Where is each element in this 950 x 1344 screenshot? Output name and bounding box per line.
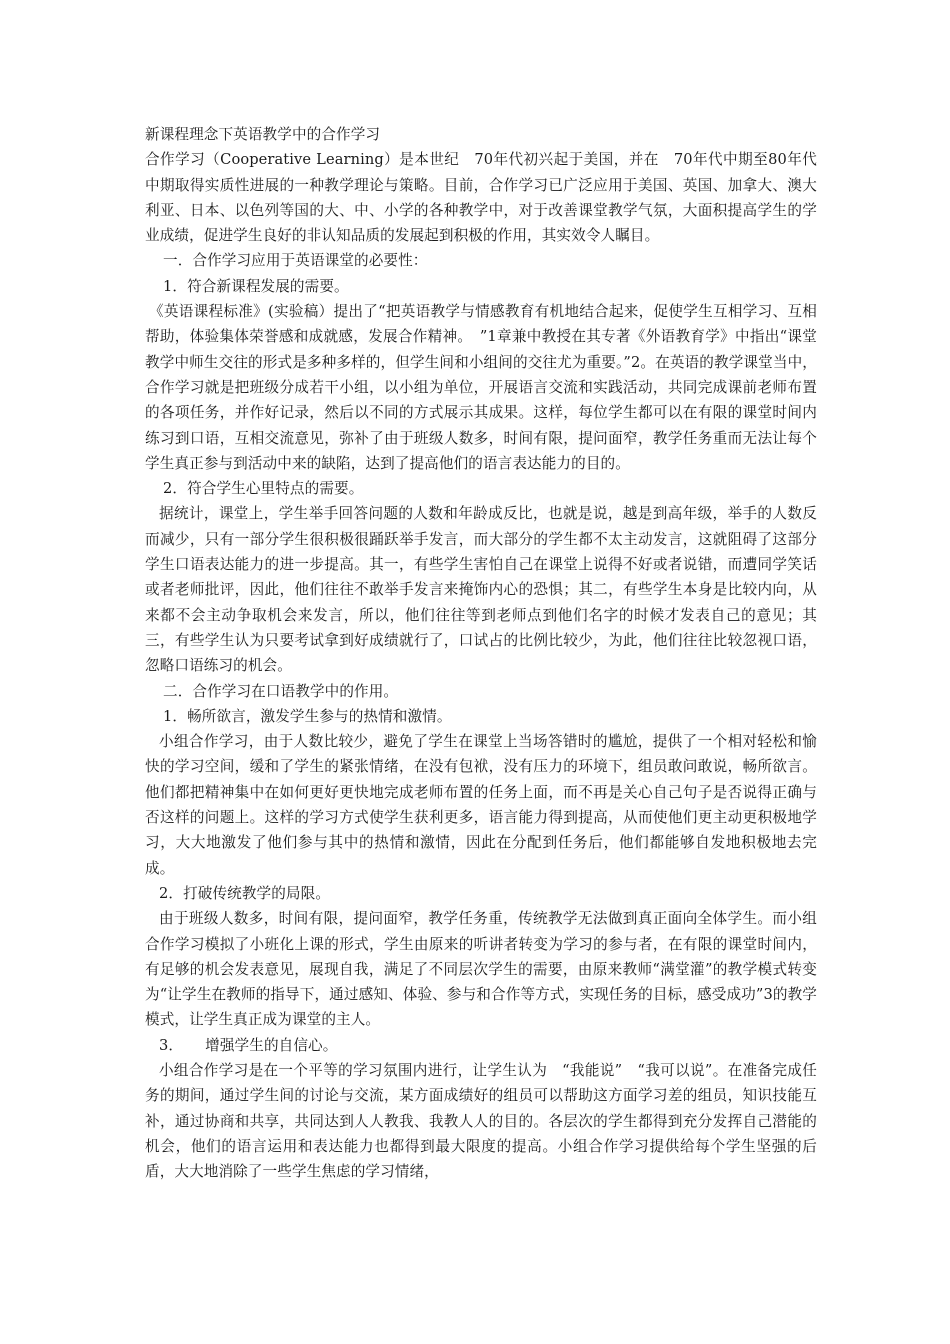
section-1-paragraph-2: 据统计，课堂上，学生举手回答问题的人数和年龄成反比，也就是说，越是到高年级，举手的人数反而减少，只有一部分学生很积极很踊跃举手发言，而大部分的学生都不太主动发言，这就阻碍了这部分学生口语表达能力的进一步提高。其一，有些学生害怕自己在课堂上说得不好或者说错，而遭同学笑话或者老师批评，因此，他们往往不敢举手发言来掩饰内心的恐惧；其二，有些学生本身是比较内向，从来都不会主动争取机会来发言，所以，他们往往等到老师点到他们名字的时候才发表自己的意见；其三，有些学生认为只要考试拿到好成绩就行了，口试占的比例比较少，为此，他们往往比较忽视口语，忽略口语练习的机会。 [145, 505, 817, 675]
document-title: 新课程理念下英语教学中的合作学习 [145, 126, 381, 143]
section-2-paragraph-1: 小组合作学习，由于人数比较少，避免了学生在课堂上当场答错时的尴尬，提供了一个相对轻松和愉快的学习空间，缓和了学生的紧张情绪，在没有包袱，没有压力的环境下，组员敢问敢说，畅所欲言。他们都把精神集中在如何更好更快地完成老师布置的任务上面，而不再是关心自己句子是否说得正确与否这样的问题上。这样的学习方式使学生获利更多，语言能力得到提高，从而使他们更主动更积极地学习，大大地激发了他们参与其中的热情和激情，因此在分配到任务后，他们都能够自发地积极地去完成。 [145, 733, 817, 877]
section-2-heading: 二．合作学习在口语教学中的作用。 [163, 682, 399, 700]
section-2-sub-1: 1．畅所欲言，激发学生参与的热情和激情。 [163, 707, 452, 725]
document-body [145, 122, 817, 1184]
section-2-sub-3: 3． 增强学生的自信心。 [159, 1036, 338, 1054]
section-2-paragraph-2: 由于班级人数多，时间有限，提问面窄，教学任务重，传统教学无法做到真正面向全体学生。而小组合作学习模拟了小班化上课的形式，学生由原来的听讲者转变为学习的参与者，在有限的课堂时间内，有足够的机会发表意见，展现自我，满足了不同层次学生的需要，由原来教师“满堂灌”的教学模式转变为“让学生在教师的指导下，通过感知、体验、参与和合作等方式，实现任务的目标，感受成功”3的教学模式，让学生真正成为课堂的主人。 [145, 910, 817, 1029]
section-2-sub-2: 2．打破传统教学的局限。 [159, 884, 331, 902]
section-1-heading: 一．合作学习应用于英语课堂的必要性： [163, 252, 428, 270]
section-1-sub-1: 1．符合新课程发展的需要。 [163, 277, 349, 295]
section-1-sub-2: 2．符合学生心里特点的需要。 [163, 480, 364, 498]
intro-paragraph: 合作学习（Cooperative Learning）是本世纪 70年代初兴起于美国，并在 70年代中期至80年代中期取得实质性进展的一种教学理论与策略。目前，合作学习已广泛应用于美国、英国、加拿大、澳大利亚、日本、以色列等国的大、中、小学的各种教学中，对于改善课堂教学气氛，大面积提高学生的学业成绩，促进学生良好的非认知品质的发展起到积极的作用，其实效令人瞩目。 [145, 151, 817, 245]
section-1-paragraph-1: 《英语课程标准》(实验稿）提出了“把英语教学与情感教育有机地结合起来，促使学生互相学习、互相帮助，体验集体荣誉感和成就感，发展合作精神。 ”1章兼中教授在其专著《外语教育学》中指出“课堂教学中师生交往的形式是多种多样的，但学生间和小组间的交往尤为重要。”2。在英语的教学课堂当中，合作学习就是把班级分成若干小组，以小组为单位，开展语言交流和实践活动，共同完成课前老师布置的各项任务，并作好记录，然后以不同的方式展示其成果。这样，每位学生都可以在有限的课堂时间内练习到口语，互相交流意见，弥补了由于班级人数多，时间有限，提问面窄，教学任务重而无法让每个学生真正参与到活动中来的缺陷，达到了提高他们的语言表达能力的目的。 [145, 303, 817, 472]
section-2-paragraph-3: 小组合作学习是在一个平等的学习氛围内进行，让学生认为 “我能说” “我可以说”。在准备完成任务的期间，通过学生间的讨论与交流，某方面成绩好的组员可以帮助这方面学习差的组员，知识技能互补，通过协商和共享，共同达到人人教我、我教人人的目的。各层次的学生都得到充分发挥自己潜能的机会，他们的语言运用和表达能力也都得到最大限度的提高。小组合作学习提供给每个学生坚强的后盾，大大地消除了一些学生焦虑的学习情绪， [145, 1061, 817, 1181]
